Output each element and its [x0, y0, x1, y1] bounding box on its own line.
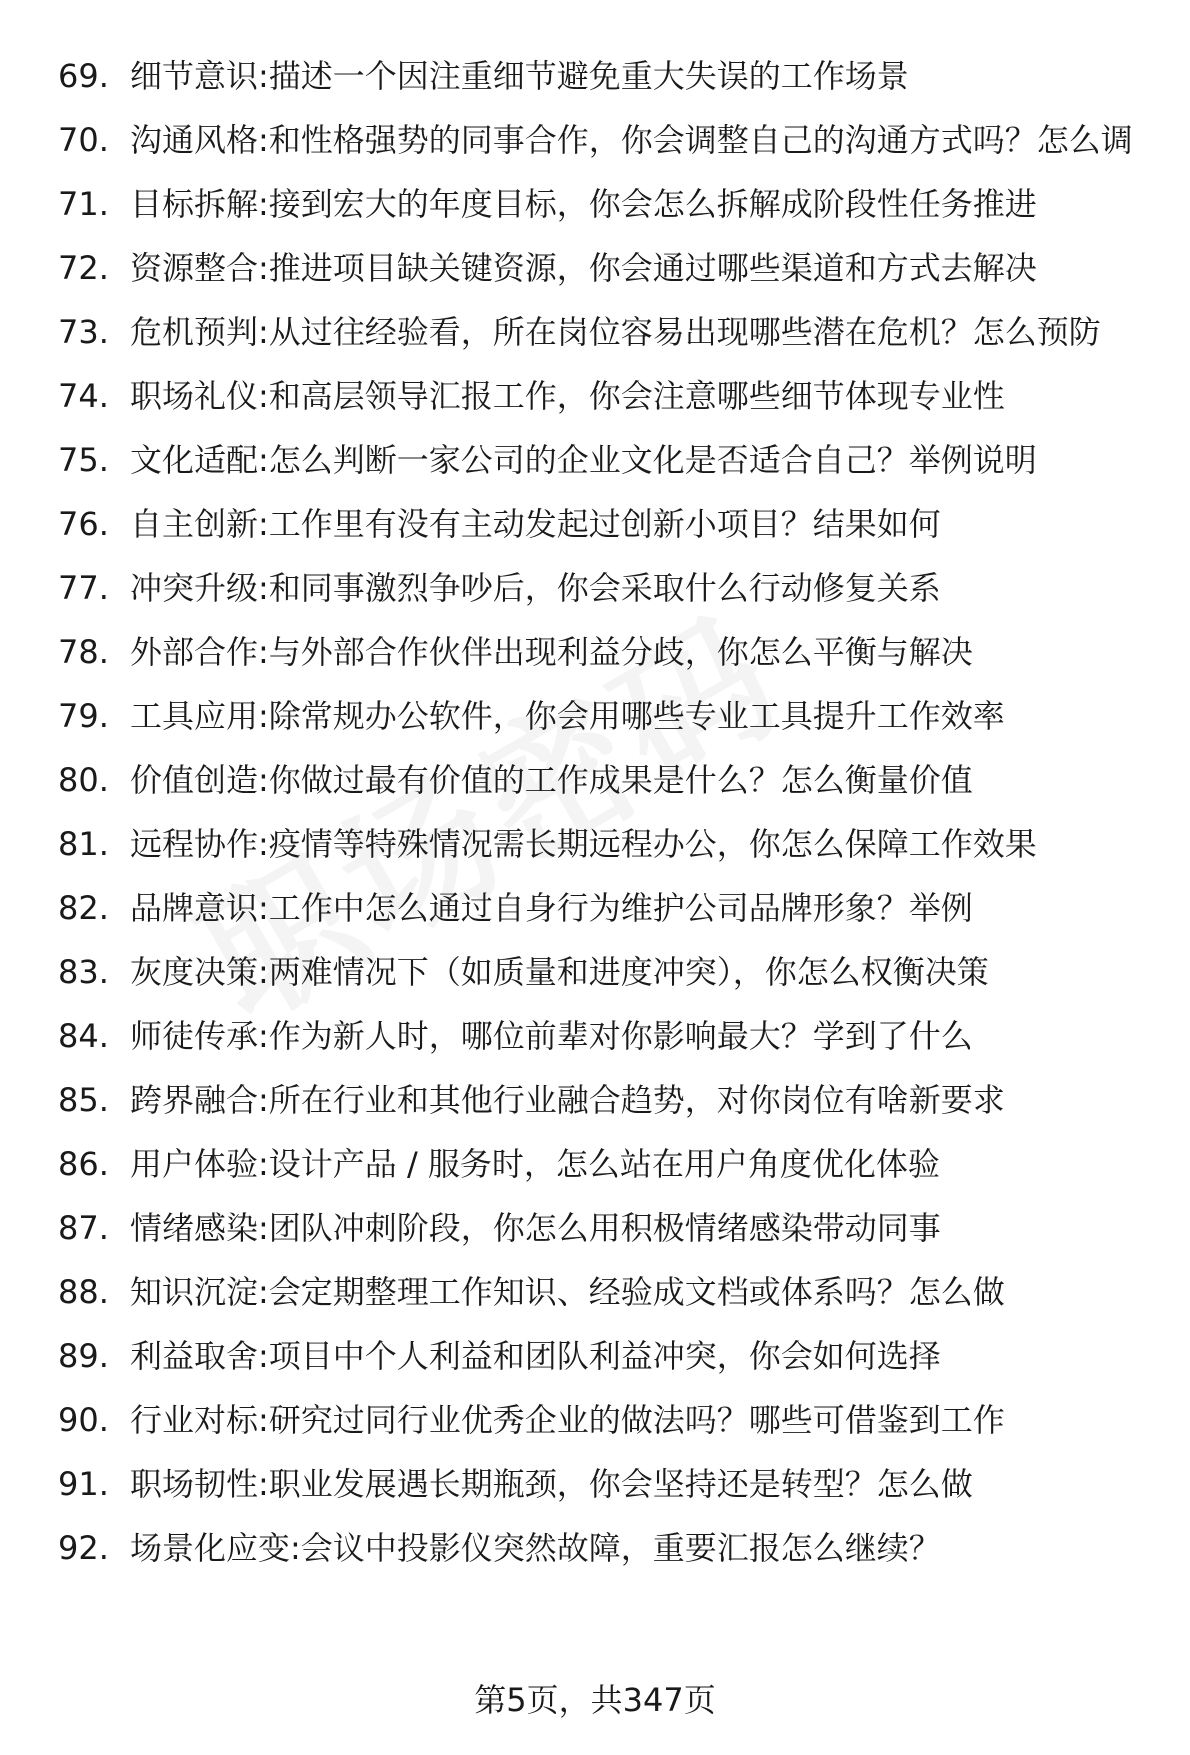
item-text: 场景化应变:会议中投影仪突然故障，重要汇报怎么继续？	[130, 1529, 941, 1567]
item-text: 职场礼仪:和高层领导汇报工作，你会注意哪些细节体现专业性	[130, 377, 1005, 415]
item-text: 师徒传承:作为新人时，哪位前辈对你影响最大？学到了什么	[130, 1017, 973, 1055]
list-item	[58, 1078, 1158, 1122]
item-number: 75.	[58, 441, 109, 479]
list-item	[58, 438, 1158, 482]
item-number: 83.	[58, 953, 109, 991]
item-text: 文化适配:怎么判断一家公司的企业文化是否适合自己？举例说明	[130, 441, 1037, 479]
item-text: 跨界融合:所在行业和其他行业融合趋势，对你岗位有啥新要求	[130, 1081, 1005, 1119]
item-text: 知识沉淀:会定期整理工作知识、经验成文档或体系吗？怎么做	[130, 1273, 1005, 1311]
list-item	[58, 374, 1158, 418]
item-number: 92.	[58, 1529, 109, 1567]
list-item	[58, 1462, 1158, 1506]
list-item	[58, 758, 1158, 802]
list-item	[58, 310, 1158, 354]
list-item	[58, 246, 1158, 290]
item-text: 远程协作:疫情等特殊情况需长期远程办公，你怎么保障工作效果	[130, 825, 1037, 863]
list-item	[58, 182, 1158, 226]
item-number: 86.	[58, 1145, 109, 1183]
list-item	[58, 1270, 1158, 1314]
question-list	[58, 54, 1158, 1570]
item-text: 灰度决策:两难情况下（如质量和进度冲突），你怎么权衡决策	[130, 953, 989, 991]
item-text: 情绪感染:团队冲刺阶段，你怎么用积极情绪感染带动同事	[130, 1209, 941, 1247]
item-text: 工具应用:除常规办公软件，你会用哪些专业工具提升工作效率	[130, 697, 1005, 735]
item-text: 冲突升级:和同事激烈争吵后，你会采取什么行动修复关系	[130, 569, 941, 607]
list-item	[58, 118, 1158, 162]
item-text: 价值创造:你做过最有价值的工作成果是什么？怎么衡量价值	[130, 761, 973, 799]
page-footer: 第5页，共347页	[474, 1681, 716, 1719]
item-number: 70.	[58, 121, 109, 159]
list-item	[58, 1142, 1158, 1186]
list-item	[58, 950, 1158, 994]
item-text: 细节意识:描述一个因注重细节避免重大失误的工作场景	[130, 57, 909, 95]
item-number: 77.	[58, 569, 109, 607]
list-item	[58, 54, 1158, 98]
list-item	[58, 1526, 1158, 1570]
item-text: 行业对标:研究过同行业优秀企业的做法吗？哪些可借鉴到工作	[130, 1401, 1005, 1439]
item-number: 80.	[58, 761, 109, 799]
item-number: 88.	[58, 1273, 109, 1311]
item-number: 91.	[58, 1465, 109, 1503]
list-item	[58, 694, 1158, 738]
item-number: 85.	[58, 1081, 109, 1119]
item-text: 资源整合:推进项目缺关键资源，你会通过哪些渠道和方式去解决	[130, 249, 1037, 287]
item-number: 71.	[58, 185, 109, 223]
item-text: 沟通风格:和性格强势的同事合作，你会调整自己的沟通方式吗？怎么调	[130, 121, 1133, 159]
list-item	[58, 822, 1158, 866]
item-text: 职场韧性:职业发展遇长期瓶颈，你会坚持还是转型？怎么做	[130, 1465, 973, 1503]
item-number: 89.	[58, 1337, 109, 1375]
item-text: 用户体验:设计产品 / 服务时，怎么站在用户角度优化体验	[130, 1145, 940, 1183]
item-number: 69.	[58, 57, 109, 95]
item-text: 自主创新:工作里有没有主动发起过创新小项目？结果如何	[130, 505, 941, 543]
item-text: 外部合作:与外部合作伙伴出现利益分歧，你怎么平衡与解决	[130, 633, 973, 671]
list-item	[58, 566, 1158, 610]
list-item	[58, 1398, 1158, 1442]
item-number: 81.	[58, 825, 109, 863]
list-item	[58, 1334, 1158, 1378]
list-item	[58, 1206, 1158, 1250]
item-number: 90.	[58, 1401, 109, 1439]
item-text: 目标拆解:接到宏大的年度目标，你会怎么拆解成阶段性任务推进	[130, 185, 1037, 223]
item-number: 79.	[58, 697, 109, 735]
list-item	[58, 502, 1158, 546]
item-text: 危机预判:从过往经验看，所在岗位容易出现哪些潜在危机？怎么预防	[130, 313, 1101, 351]
item-number: 74.	[58, 377, 109, 415]
item-text: 品牌意识:工作中怎么通过自身行为维护公司品牌形象？举例	[130, 889, 973, 927]
item-number: 78.	[58, 633, 109, 671]
list-item	[58, 1014, 1158, 1058]
item-number: 73.	[58, 313, 109, 351]
list-item	[58, 630, 1158, 674]
item-number: 84.	[58, 1017, 109, 1055]
item-number: 76.	[58, 505, 109, 543]
item-number: 82.	[58, 889, 109, 927]
item-number: 72.	[58, 249, 109, 287]
item-number: 87.	[58, 1209, 109, 1247]
list-item	[58, 886, 1158, 930]
item-text: 利益取舍:项目中个人利益和团队利益冲突，你会如何选择	[130, 1337, 941, 1375]
